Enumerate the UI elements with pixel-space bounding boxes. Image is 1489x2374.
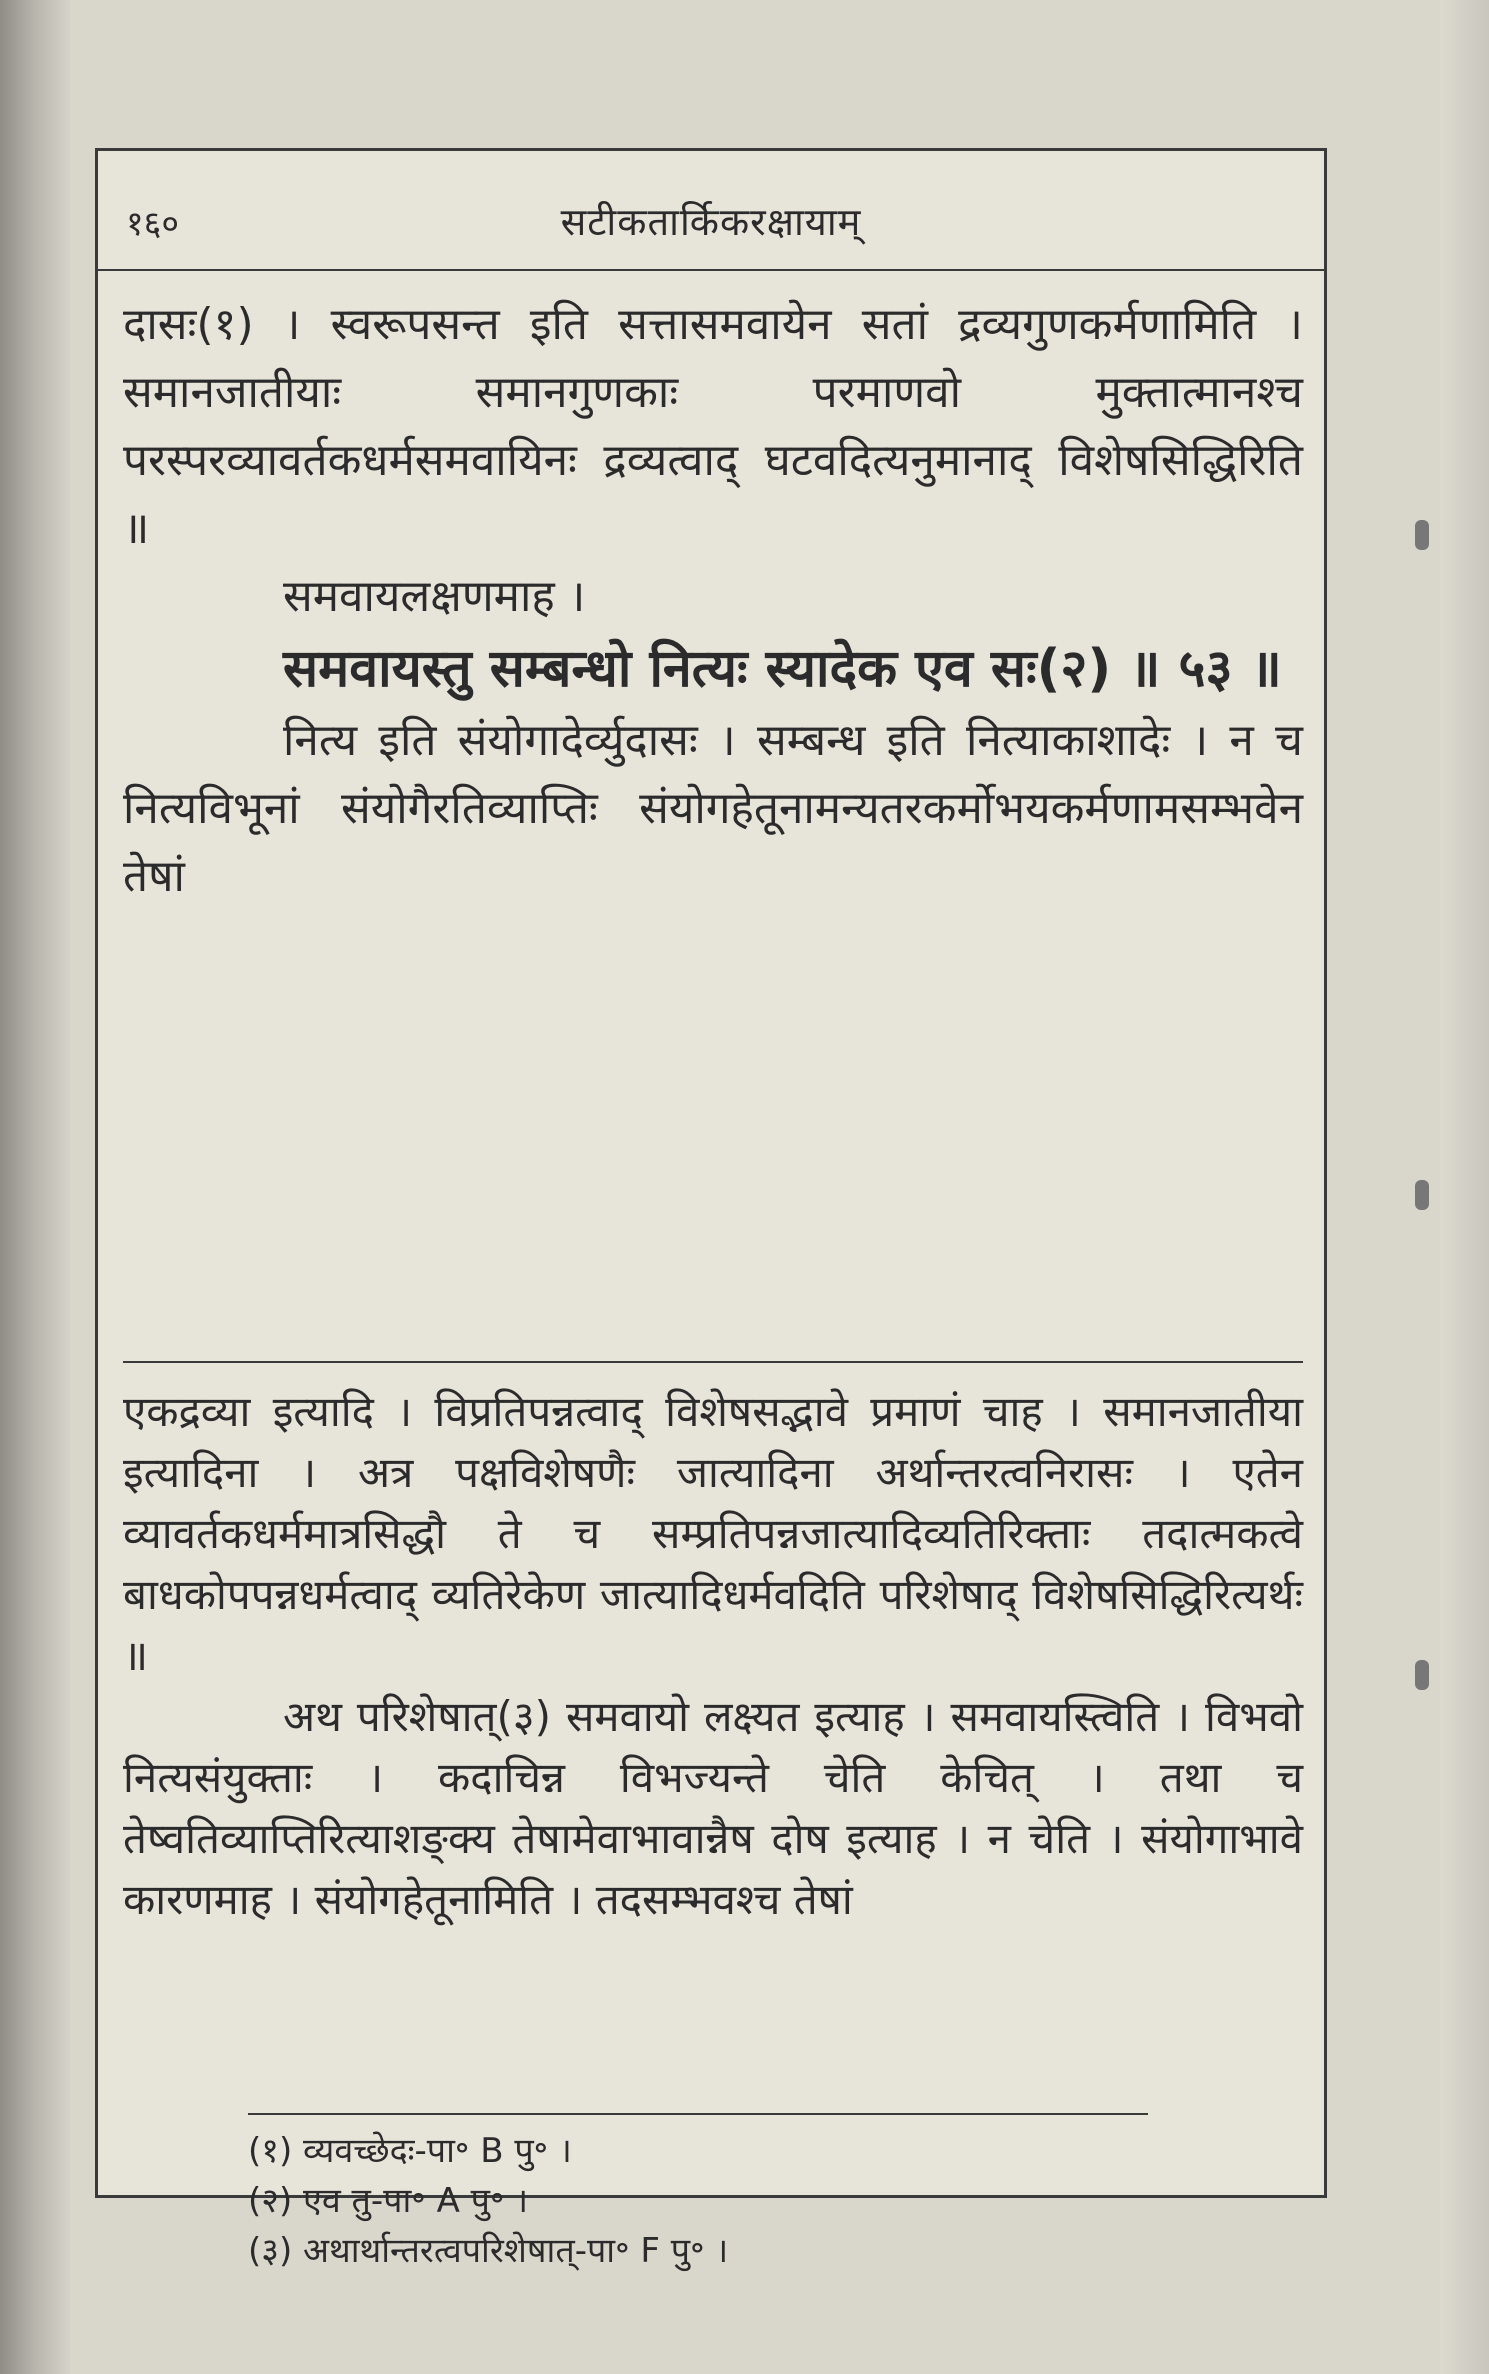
footnotes — [248, 2126, 1248, 2276]
sutra-verse: समवायस्तु सम्बन्धो नित्यः स्यादेक एव सः(२) ॥ ५३ ॥ — [283, 639, 1282, 699]
commentary-paragraph-2: अथ परिशेषात्(३) समवायो लक्ष्यत इत्याह । समवायस्त्विति । विभवो नित्यसंयुक्ताः । कदाचिन्न विभज्यन्ते चेति केचित् । तथा च तेष्वतिव्याप्तिरित्याशङ्क्य तेषामेवाभावान्नैष दोष इत्याह । न चेति । संयोगाभावे कारणमाह । संयोगहेतूनामिति । तदसम्भवश्च तेषां — [123, 1692, 1303, 1924]
footnote-1: (१) व्यवच्छेदः-पा॰ B पु॰ । — [248, 2131, 572, 2171]
main-paragraph-2: समवायलक्षणमाह । — [283, 571, 586, 622]
margin-mark — [1415, 520, 1429, 550]
footnote-3: (३) अथार्थान्तरत्वपरिशेषात्-पा॰ F पु॰ । — [248, 2231, 729, 2271]
running-head: सटीकतार्किकरक्षायाम् — [560, 200, 862, 244]
footnote-rule — [248, 2113, 1148, 2115]
main-text-block — [123, 291, 1303, 911]
scan-right-edge — [1440, 0, 1489, 2374]
margin-mark — [1415, 1660, 1429, 1690]
commentary-block — [123, 1381, 1303, 1930]
page-header — [98, 151, 1324, 271]
page-number: १६० — [126, 204, 180, 244]
main-paragraph-1: दासः(१) । स्वरूपसन्त इति सत्तासमवायेन सतां द्रव्यगुणकर्मणामिति । समानजातीयाः समानगुणकाः परमाणवो मुक्तात्मानश्च परस्परव्यावर्तकधर्मसमवायिनः द्रव्यत्वाद् घटवदित्यनुमानाद् विशेषसिद्धिरिति ॥ — [123, 299, 1303, 554]
scan-left-edge — [0, 0, 70, 2374]
main-paragraph-3: नित्य इति संयोगादेर्व्युदासः । सम्बन्ध इति नित्याकाशादेः । न च नित्यविभूनां संयोगैरतिव्याप्तिः संयोगहेतूनामन्यतरकर्मोभयकर्मणामसम्भवेन तेषां — [123, 715, 1303, 902]
margin-mark — [1415, 1180, 1429, 1210]
commentary-paragraph-1: एकद्रव्या इत्यादि । विप्रतिपन्नत्वाद् विशेषसद्भावे प्रमाणं चाह । समानजातीया इत्यादिना । अत्र पक्षविशेषणैः जात्यादिना अर्थान्तरत्वनिरासः । एतेन व्यावर्तकधर्ममात्रसिद्धौ ते च सम्प्रतिपन्नजात्यादिव्यतिरिक्ताः तदात्मकत्वे बाधकोपपन्नधर्मत्वाद् व्यतिरेकेण जात्यादिधर्मवदिति परिशेषाद् विशेषसिद्धिरित्यर्थः ॥ — [123, 1387, 1303, 1680]
book-page — [95, 148, 1327, 2271]
commentary-divider — [123, 1361, 1303, 1363]
footnote-2: (२) एव तु-पा॰ A पु॰ । — [248, 2181, 529, 2221]
